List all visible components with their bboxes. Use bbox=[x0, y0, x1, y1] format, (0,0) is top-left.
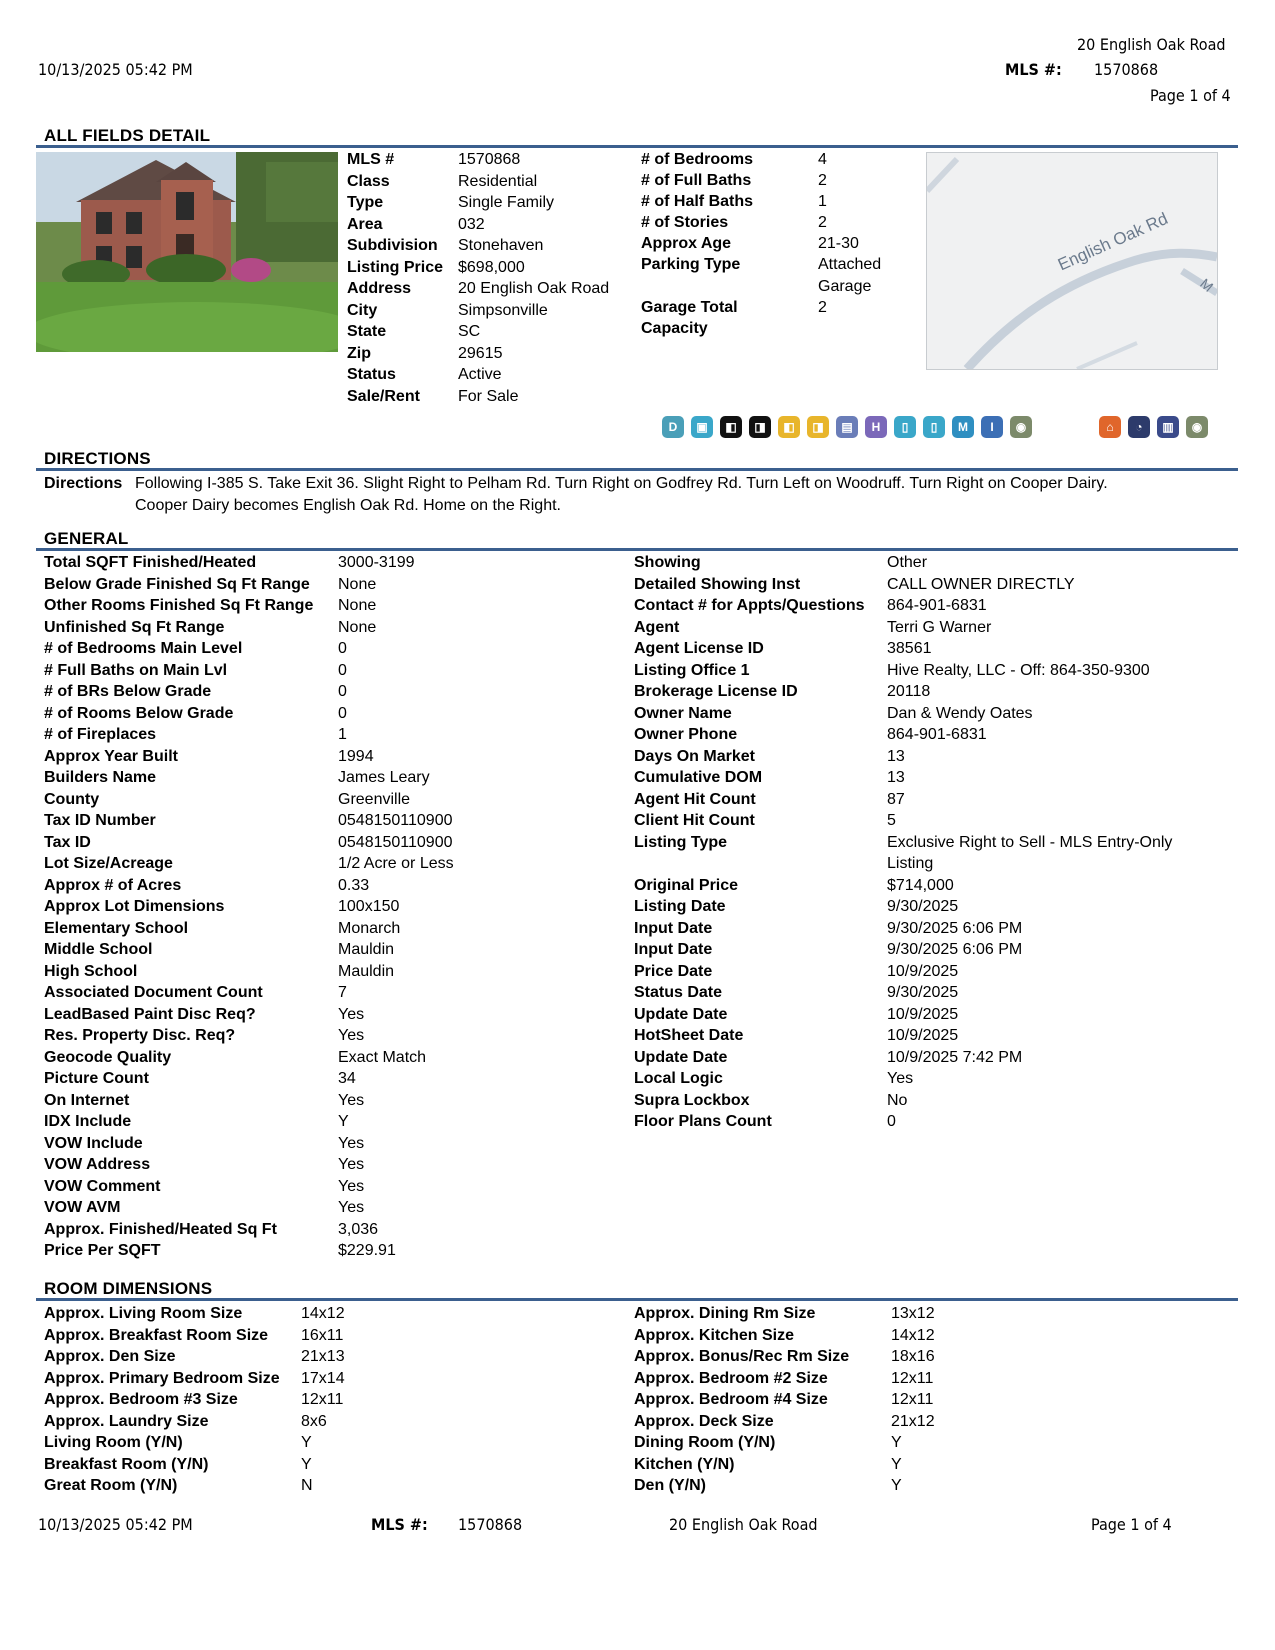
general-field-label: Supra Lockbox bbox=[634, 1091, 750, 1109]
general-field-label: Builders Name bbox=[44, 769, 157, 786]
general-field-label: Days On Market bbox=[634, 747, 755, 765]
general-field-label: Total SQFT Finished/Heated bbox=[44, 554, 257, 571]
footer-page: Page 1 of 4 bbox=[1091, 1515, 1172, 1534]
room-field-value: Y bbox=[891, 1434, 902, 1451]
general-field-label: Below Grade Finished Sq Ft Range bbox=[44, 575, 310, 593]
summary-field-label: Address bbox=[347, 280, 412, 297]
directions-label: Directions bbox=[44, 475, 123, 492]
room-field-label: Approx. Primary Bedroom Size bbox=[44, 1369, 280, 1387]
summary-field-label: Subdivision bbox=[347, 237, 438, 254]
room-field-value: N bbox=[301, 1477, 313, 1494]
age-label: Approx Age bbox=[641, 235, 732, 252]
room-field-label: Approx. Bonus/Rec Rm Size bbox=[634, 1348, 850, 1365]
general-field-label: Input Date bbox=[634, 941, 713, 958]
parking-value-line1: Attached bbox=[818, 256, 882, 273]
general-field-value: 34 bbox=[338, 1070, 356, 1087]
general-field-label: IDX Include bbox=[44, 1113, 132, 1130]
section-rule bbox=[36, 145, 1238, 148]
general-field-label: VOW AVM bbox=[44, 1199, 121, 1216]
summary-field-label: Type bbox=[347, 194, 384, 211]
general-field-value: Terri G Warner bbox=[887, 618, 992, 636]
bedrooms-label: # of Bedrooms bbox=[641, 151, 754, 168]
full-baths-value: 2 bbox=[818, 172, 827, 189]
general-field-label: Unfinished Sq Ft Range bbox=[44, 618, 225, 636]
general-field-value: 864-901-6831 bbox=[887, 726, 987, 743]
summary-field-value: 20 English Oak Road bbox=[458, 280, 610, 297]
summary-field-value: 1570868 bbox=[458, 151, 521, 168]
general-field-value: 13 bbox=[887, 769, 905, 786]
general-field-value: 0548150110900 bbox=[338, 812, 453, 829]
general-field-label: # Full Baths on Main Lvl bbox=[44, 661, 228, 679]
general-field-value-continued: Listing bbox=[887, 855, 934, 872]
general-field-label: VOW Address bbox=[44, 1156, 151, 1173]
m-icon[interactable]: M bbox=[952, 416, 974, 438]
general-field-label: # of Bedrooms Main Level bbox=[44, 640, 243, 657]
general-field-value: 9/30/2025 bbox=[887, 898, 959, 915]
general-field-label: Owner Name bbox=[634, 704, 732, 722]
summary-field-label: Listing Price bbox=[347, 258, 444, 276]
house-icon[interactable]: ⌂ bbox=[1099, 416, 1121, 438]
garage-label-line1: Garage Total bbox=[641, 299, 738, 316]
general-field-value: 0 bbox=[338, 640, 347, 657]
general-field-value: 9/30/2025 6:06 PM bbox=[887, 919, 1023, 937]
general-field-value: 20118 bbox=[887, 683, 931, 700]
general-field-value: None bbox=[338, 575, 377, 593]
section-title-directions: DIRECTIONS bbox=[44, 449, 151, 468]
room-field-label: Living Room (Y/N) bbox=[44, 1434, 183, 1451]
general-field-value: Yes bbox=[338, 1091, 365, 1109]
general-field-label: Brokerage License ID bbox=[634, 683, 798, 700]
general-field-value: No bbox=[887, 1091, 908, 1109]
general-field-label: Original Price bbox=[634, 876, 739, 894]
general-field-label: Agent bbox=[634, 618, 680, 636]
general-field-value: Greenville bbox=[338, 790, 411, 808]
general-field-value: $714,000 bbox=[887, 876, 954, 894]
general-field-label: Update Date bbox=[634, 1048, 728, 1066]
stories-label: # of Stories bbox=[641, 214, 729, 231]
bedrooms-value: 4 bbox=[818, 151, 827, 168]
summary-field-label: City bbox=[347, 301, 378, 319]
general-field-value: 100x150 bbox=[338, 898, 400, 915]
room-field-label: Kitchen (Y/N) bbox=[634, 1455, 735, 1473]
parking-label: Parking Type bbox=[641, 256, 741, 273]
general-field-label: Res. Property Disc. Req? bbox=[44, 1027, 236, 1044]
general-field-value: 5 bbox=[887, 812, 896, 829]
general-field-value: Yes bbox=[338, 1156, 365, 1173]
general-field-label: Update Date bbox=[634, 1005, 728, 1023]
general-field-label: Price Date bbox=[634, 962, 713, 980]
room-field-value: Y bbox=[891, 1477, 902, 1494]
general-field-label: Approx. Finished/Heated Sq Ft bbox=[44, 1220, 277, 1238]
general-field-value: 1/2 Acre or Less bbox=[338, 855, 454, 872]
general-field-label: Cumulative DOM bbox=[634, 769, 763, 786]
general-field-label: Listing Type bbox=[634, 833, 728, 851]
parking-value-line2: Garage bbox=[818, 278, 872, 295]
folder-icon-4[interactable]: ◨ bbox=[807, 416, 829, 438]
general-field-label: On Internet bbox=[44, 1091, 130, 1109]
garage-value: 2 bbox=[818, 299, 827, 316]
general-field-value: 10/9/2025 bbox=[887, 1005, 959, 1023]
general-field-value: Exact Match bbox=[338, 1048, 427, 1066]
general-field-label: Other Rooms Finished Sq Ft Range bbox=[44, 597, 314, 614]
room-field-label: Approx. Den Size bbox=[44, 1348, 176, 1365]
general-field-value: Yes bbox=[338, 1134, 365, 1152]
folder-icon-3[interactable]: ◧ bbox=[778, 416, 800, 438]
room-field-label: Approx. Breakfast Room Size bbox=[44, 1326, 269, 1344]
bar-chart-icon[interactable]: ▥ bbox=[1157, 416, 1179, 438]
general-field-label: Associated Document Count bbox=[44, 984, 263, 1001]
general-field-label: Approx Lot Dimensions bbox=[44, 898, 225, 915]
general-field-label: High School bbox=[44, 962, 138, 980]
general-field-value: 0 bbox=[338, 704, 347, 722]
general-field-label: Detailed Showing Inst bbox=[634, 575, 801, 593]
header-address: 20 English Oak Road bbox=[1077, 35, 1226, 54]
room-field-label: Approx. Bedroom #4 Size bbox=[634, 1391, 828, 1408]
general-field-label: Tax ID bbox=[44, 833, 91, 851]
map-street-label: English Oak Rd bbox=[1055, 208, 1171, 275]
summary-field-label: Zip bbox=[347, 344, 371, 362]
age-value: 21-30 bbox=[818, 235, 859, 252]
room-field-value: Y bbox=[301, 1434, 312, 1451]
summary-field-value: $698,000 bbox=[458, 258, 525, 276]
room-field-value: 12x11 bbox=[891, 1391, 934, 1408]
directions-line-2: Cooper Dairy becomes English Oak Rd. Home on the Right. bbox=[135, 497, 561, 514]
general-field-value: Mauldin bbox=[338, 941, 395, 958]
general-field-value: 3000-3199 bbox=[338, 554, 415, 571]
general-field-label: Price Per SQFT bbox=[44, 1242, 161, 1259]
general-field-value: 0.33 bbox=[338, 876, 370, 894]
general-field-label: Listing Date bbox=[634, 898, 726, 915]
general-field-value: 0 bbox=[338, 683, 347, 700]
general-field-value: 3,036 bbox=[338, 1220, 379, 1238]
general-field-label: VOW Include bbox=[44, 1134, 143, 1152]
summary-field-value: Simpsonville bbox=[458, 301, 548, 319]
folder-icon-2[interactable]: ◨ bbox=[749, 416, 771, 438]
swirl-icon[interactable]: ◔ bbox=[1128, 416, 1150, 438]
general-field-label: Lot Size/Acreage bbox=[44, 855, 173, 872]
general-field-label: Geocode Quality bbox=[44, 1048, 172, 1066]
general-field-value: 1994 bbox=[338, 747, 374, 765]
footer-mls-label: MLS #: bbox=[371, 1515, 428, 1534]
general-field-label: Floor Plans Count bbox=[634, 1113, 772, 1130]
header-datetime: 10/13/2025 05:42 PM bbox=[38, 60, 193, 79]
room-field-label: Approx. Living Room Size bbox=[44, 1305, 243, 1322]
general-field-value: Mauldin bbox=[338, 962, 395, 980]
h-icon[interactable]: H bbox=[865, 416, 887, 438]
footer-datetime: 10/13/2025 05:42 PM bbox=[38, 1515, 193, 1534]
garage-label-line2: Capacity bbox=[641, 320, 708, 337]
room-field-value: 21x13 bbox=[301, 1348, 345, 1365]
general-field-label: VOW Comment bbox=[44, 1177, 161, 1195]
room-field-label: Dining Room (Y/N) bbox=[634, 1434, 776, 1451]
room-field-label: Approx. Dining Rm Size bbox=[634, 1305, 816, 1322]
general-field-value: Exclusive Right to Sell - MLS Entry-Only bbox=[887, 833, 1173, 851]
general-field-label: Agent Hit Count bbox=[634, 790, 756, 808]
general-field-label: Input Date bbox=[634, 919, 713, 937]
i-icon[interactable]: I bbox=[981, 416, 1003, 438]
general-field-label: # of BRs Below Grade bbox=[44, 683, 212, 700]
header-mls-label: MLS #: bbox=[1005, 60, 1062, 79]
doc-icon-1[interactable]: ▯ bbox=[894, 416, 916, 438]
general-field-label: Local Logic bbox=[634, 1070, 723, 1087]
half-baths-value: 1 bbox=[818, 193, 827, 210]
general-field-label: Listing Office 1 bbox=[634, 661, 750, 679]
general-field-value: CALL OWNER DIRECTLY bbox=[887, 575, 1075, 593]
section-title-general: GENERAL bbox=[44, 529, 129, 548]
general-field-value: 13 bbox=[887, 747, 905, 765]
general-field-value: Yes bbox=[338, 1005, 365, 1023]
summary-field-value: 29615 bbox=[458, 344, 503, 362]
room-field-value: 14x12 bbox=[301, 1305, 345, 1322]
room-field-value: 18x16 bbox=[891, 1348, 935, 1365]
doc-icon-2[interactable]: ▯ bbox=[923, 416, 945, 438]
general-field-label: Client Hit Count bbox=[634, 812, 755, 829]
car-icon[interactable]: ▤ bbox=[836, 416, 858, 438]
general-field-label: Picture Count bbox=[44, 1070, 149, 1087]
general-field-label: Elementary School bbox=[44, 919, 189, 937]
general-field-value: 87 bbox=[887, 790, 905, 808]
general-field-label: Status Date bbox=[634, 984, 723, 1001]
section-rule bbox=[36, 548, 1238, 551]
general-field-value: None bbox=[338, 597, 377, 614]
general-field-label: # of Rooms Below Grade bbox=[44, 704, 234, 722]
house-photo-illustration bbox=[36, 152, 338, 352]
summary-field-label: Status bbox=[347, 366, 396, 383]
summary-field-value: 032 bbox=[458, 215, 485, 233]
room-field-label: Breakfast Room (Y/N) bbox=[44, 1455, 209, 1473]
summary-field-value: Single Family bbox=[458, 194, 555, 211]
general-field-value: 10/9/2025 bbox=[887, 962, 959, 980]
general-field-value: Other bbox=[887, 554, 928, 571]
summary-field-label: MLS # bbox=[347, 151, 395, 168]
room-field-value: 8x6 bbox=[301, 1412, 327, 1430]
general-field-value: None bbox=[338, 618, 377, 636]
general-field-value: 1 bbox=[338, 726, 347, 743]
general-field-label: Contact # for Appts/Questions bbox=[634, 597, 865, 614]
globe-icon[interactable]: ◉ bbox=[1010, 416, 1032, 438]
full-baths-label: # of Full Baths bbox=[641, 172, 752, 189]
summary-field-value: Residential bbox=[458, 172, 538, 190]
room-field-value: 14x12 bbox=[891, 1326, 935, 1344]
general-field-value: Yes bbox=[338, 1027, 365, 1044]
summary-field-value: SC bbox=[458, 323, 481, 340]
stories-value: 2 bbox=[818, 214, 827, 231]
general-field-value: Dan & Wendy Oates bbox=[887, 704, 1033, 722]
general-field-value: 9/30/2025 bbox=[887, 984, 959, 1001]
d-icon[interactable]: D bbox=[662, 416, 684, 438]
header-mls-number: 1570868 bbox=[1094, 60, 1159, 79]
general-field-value: 9/30/2025 6:06 PM bbox=[887, 941, 1023, 958]
general-field-label: Middle School bbox=[44, 941, 153, 958]
general-field-label: Approx Year Built bbox=[44, 747, 178, 765]
room-field-value: 13x12 bbox=[891, 1305, 935, 1322]
room-field-value: 17x14 bbox=[301, 1369, 345, 1387]
general-field-label: LeadBased Paint Disc Req? bbox=[44, 1005, 256, 1023]
general-field-value: Yes bbox=[338, 1199, 365, 1216]
general-field-label: County bbox=[44, 790, 100, 808]
room-field-value: 16x11 bbox=[301, 1326, 344, 1344]
general-field-label: Tax ID Number bbox=[44, 812, 156, 829]
summary-field-value: Stonehaven bbox=[458, 237, 544, 254]
general-field-label: Agent License ID bbox=[634, 640, 764, 657]
room-field-label: Approx. Laundry Size bbox=[44, 1412, 209, 1430]
summary-field-value: Active bbox=[458, 366, 502, 383]
section-title-all-fields: ALL FIELDS DETAIL bbox=[44, 126, 211, 145]
room-field-label: Approx. Deck Size bbox=[634, 1412, 774, 1430]
room-field-label: Den (Y/N) bbox=[634, 1477, 706, 1494]
room-field-value: Y bbox=[891, 1455, 902, 1473]
summary-field-label: State bbox=[347, 323, 387, 340]
general-field-value: James Leary bbox=[338, 769, 430, 786]
room-field-label: Approx. Kitchen Size bbox=[634, 1326, 795, 1344]
footer-mls-number: 1570868 bbox=[458, 1515, 523, 1534]
general-field-value: $229.91 bbox=[338, 1242, 396, 1259]
general-field-value: 864-901-6831 bbox=[887, 597, 987, 614]
half-baths-label: # of Half Baths bbox=[641, 193, 754, 210]
section-rule bbox=[36, 1298, 1238, 1301]
general-field-value: 10/9/2025 bbox=[887, 1027, 959, 1044]
room-field-label: Approx. Bedroom #2 Size bbox=[634, 1369, 828, 1387]
room-field-label: Great Room (Y/N) bbox=[44, 1477, 178, 1494]
general-field-value: 0 bbox=[887, 1113, 896, 1130]
general-field-value: Yes bbox=[338, 1177, 365, 1195]
general-field-label: HotSheet Date bbox=[634, 1027, 744, 1044]
general-field-value: 0 bbox=[338, 661, 347, 679]
summary-field-label: Class bbox=[347, 172, 390, 190]
folder-icon-1[interactable]: ◧ bbox=[720, 416, 742, 438]
general-field-value: Yes bbox=[887, 1070, 914, 1087]
directions-line-1: Following I-385 S. Take Exit 36. Slight Right to Pelham Rd. Turn Right on Godfrey Rd. Turn Left on Woodruff. Turn Right on Cooper Dairy. bbox=[135, 475, 1108, 492]
general-field-value: Hive Realty, LLC - Off: 864-350-9300 bbox=[887, 661, 1150, 679]
general-field-value: Y bbox=[338, 1113, 349, 1130]
section-rule bbox=[36, 468, 1238, 471]
general-field-label: Owner Phone bbox=[634, 726, 738, 743]
summary-field-label: Sale/Rent bbox=[347, 387, 420, 405]
general-field-value: 0548150110900 bbox=[338, 833, 453, 851]
general-field-label: # of Fireplaces bbox=[44, 726, 157, 743]
summary-field-label: Area bbox=[347, 215, 383, 233]
property-photo[interactable] bbox=[36, 152, 338, 352]
general-field-value: 7 bbox=[338, 984, 347, 1001]
location-map[interactable] bbox=[926, 152, 1218, 370]
general-field-label: Showing bbox=[634, 554, 701, 571]
section-title-rooms: ROOM DIMENSIONS bbox=[44, 1279, 213, 1298]
globe-icon-2[interactable]: ◉ bbox=[1186, 416, 1208, 438]
room-field-value: 12x11 bbox=[301, 1391, 344, 1408]
footer-address: 20 English Oak Road bbox=[669, 1515, 818, 1534]
summary-field-value: For Sale bbox=[458, 387, 519, 405]
general-field-value: 38561 bbox=[887, 640, 932, 657]
header-page: Page 1 of 4 bbox=[1150, 86, 1231, 105]
general-field-label: Approx # of Acres bbox=[44, 876, 182, 894]
room-field-value: Y bbox=[301, 1455, 312, 1473]
general-field-value: 10/9/2025 7:42 PM bbox=[887, 1048, 1023, 1066]
room-field-value: 21x12 bbox=[891, 1412, 935, 1430]
camera-icon[interactable]: ▣ bbox=[691, 416, 713, 438]
map-edge-label: M bbox=[1197, 275, 1217, 295]
room-field-value: 12x11 bbox=[891, 1369, 934, 1387]
general-field-value: Monarch bbox=[338, 919, 401, 937]
room-field-label: Approx. Bedroom #3 Size bbox=[44, 1391, 238, 1408]
